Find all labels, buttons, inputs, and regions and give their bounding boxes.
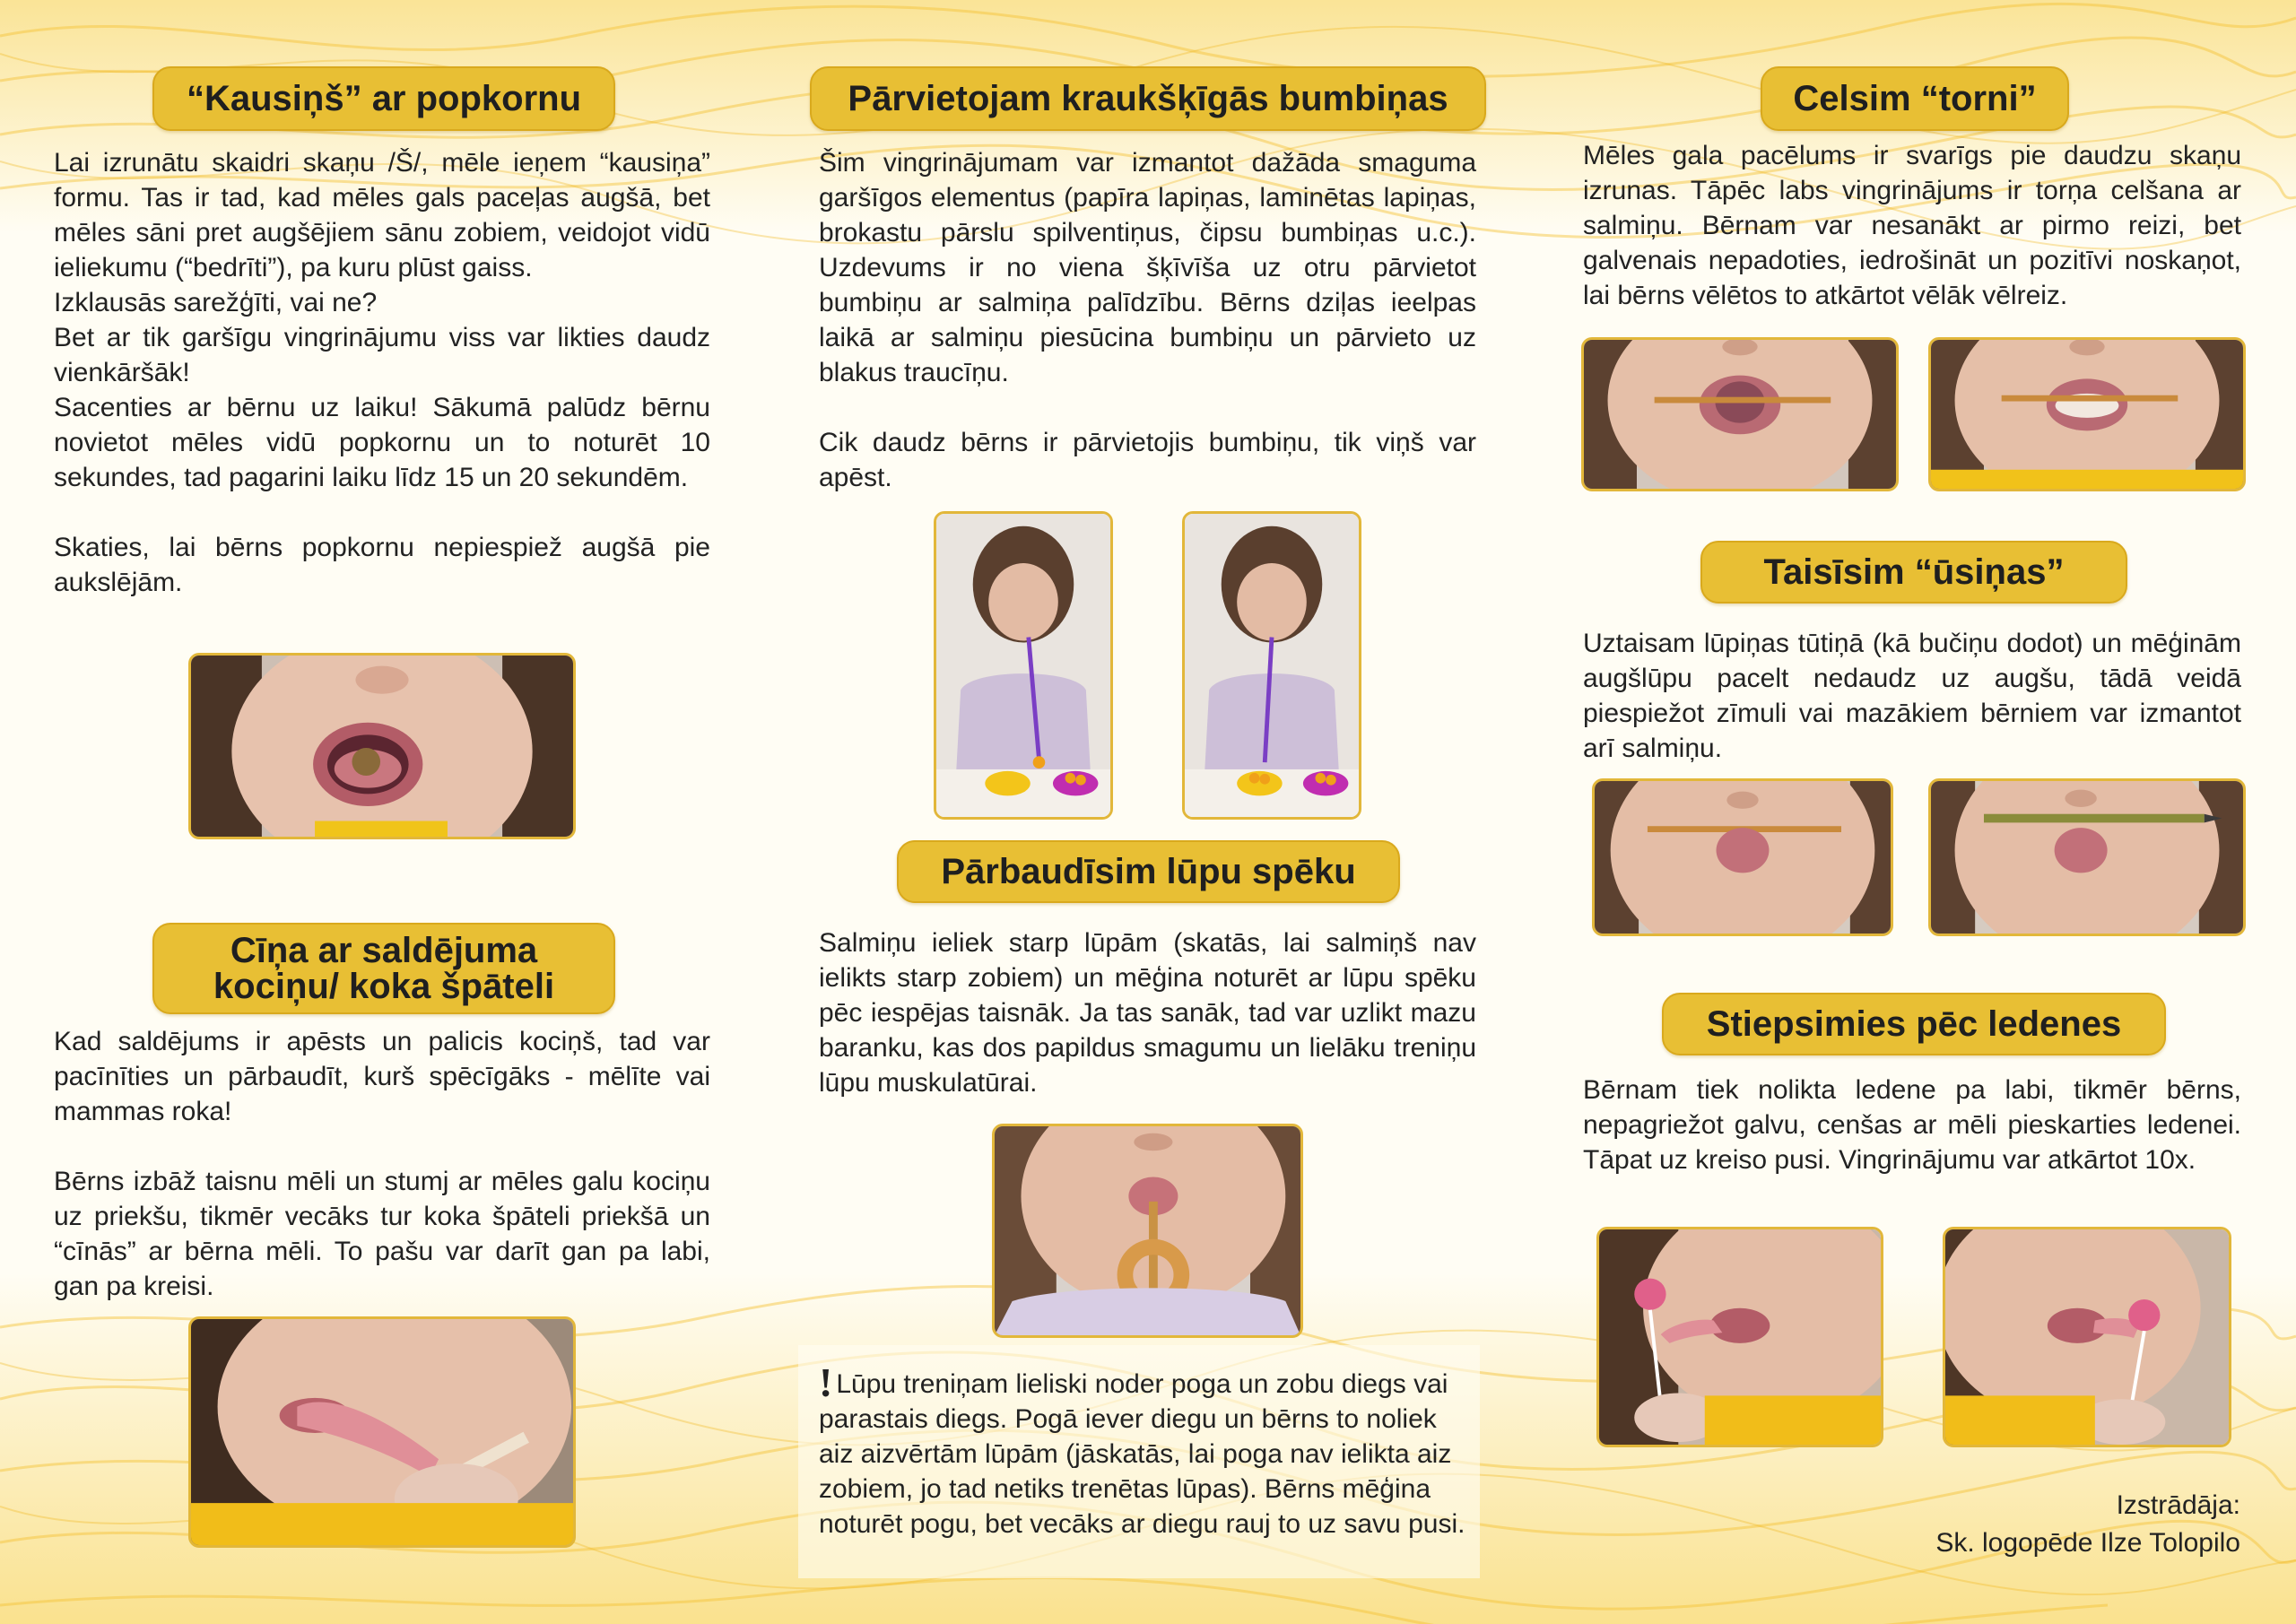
balls-line-1: Šim vingrinājumam var izmantot dažāda smaguma garšīgos elementus (papīra lapiņas, laminētas lapiņas, brokastu pārslu spilventiņus, čipsu bumbiņas u.c.). Uzdevums ir no viena šķīvīša uz otru pārvietot bumbiņu ar salmiņa palīdzību. Bērns dziļas ieelpas laikā ar salmiņu piesūcina bumbiņu un pārvieto uz blakus traucīņu. — [819, 148, 1476, 387]
popcorn-line-5: Skaties, lai bērns popkornu nepiespiež augšā pie aukslējām. — [54, 533, 710, 597]
icecream-line-2: Bērns izbāž taisnu mēli un stumj ar mēles galu kociņu uz priekšu, tikmēr vecāks tur koka špāteli priekšā un “cīnās” ar bērna mēli. To pašu var darīt gan pa labi, gan pa kreisi. — [54, 1167, 710, 1301]
lips-tip-note — [819, 1359, 1476, 1541]
balls-heading — [810, 66, 1486, 131]
popcorn-title: “Kausiņš” ar popkornu — [186, 79, 582, 118]
child-straw-bowls-photo-1 — [934, 511, 1113, 820]
icecream-line-1: Kad saldējums ir apēsts un palicis kociņš, tad var pacīnīties un pārbaudīt, kurš spēcīgāks - mēlīte vai mammas roka! — [54, 1027, 710, 1126]
popcorn-line-2: Izklausās sarežģīti, vai ne? — [54, 288, 378, 317]
credit-label: Izstrādāja: — [2116, 1490, 2240, 1520]
child-straw-bagel-photo — [992, 1124, 1303, 1338]
lips-tip-body: Lūpu treniņam lieliski noder poga un zobu diegs vai parastais diegs. Pogā iever diegu un bērns to noliek aiz aizvērtām lūpām (jāskatās, lai poga nav ielikta aiz zobiem, jo tad netiks trenētas lūpas). Bērns mēģina noturēt pogu, bet vecāks ar diegu rauj to uz savu pusi. — [819, 1369, 1465, 1539]
balls-line-2: Cik daudz bērns ir pārvietojis bumbiņu, tik viņš var apēst. — [819, 428, 1476, 492]
popcorn-line-1: Lai izrunātu skaidri skaņu /Š/, mēle ieņem “kausiņa” formu. Tas ir tad, kad mēles gals paceļas augšā, bet mēles sāni pret augšējiem sānu zobiem, veidojot vidū ieliekumu (“bedrīti”), pa kuru plūst gaiss. — [54, 148, 710, 282]
lips-line-1: Salmiņu ieliek starp lūpām (skatās, lai salmiņš nav ielikts starp zobiem) un mēģina noturēt ar lūpu spēku pēc iespējas taisnāk. Ja tas sanāk, tad var uzlikt mazu baranku, kas dos papildus smagumu un lielāku treniņu lūpu muskulatūrai. — [819, 928, 1476, 1098]
author-credit — [1785, 1487, 2240, 1562]
lollipop-title: Stiepsimies pēc ledenes — [1706, 1004, 2122, 1044]
lollipop-line-1: Bērnam tiek nolikta ledene pa labi, tikmēr bērns, nepagriežot galvu, cenšas ar mēli pieskarties ledenei. Tāpat uz kreiso pusi. Vingrinājumu var atkārtot 10x. — [1583, 1075, 2241, 1175]
child-straw-bowls-photo-2 — [1182, 511, 1361, 820]
tower-text — [1583, 138, 2241, 313]
child-pencil-mustache-photo — [1928, 778, 2246, 936]
tower-heading — [1761, 66, 2069, 131]
lollipop-text — [1583, 1073, 2241, 1177]
popcorn-heading — [152, 66, 615, 131]
balls-text — [819, 145, 1476, 495]
child-straw-tongue-photo-2 — [1928, 337, 2246, 491]
popcorn-text — [54, 145, 710, 600]
mustache-text — [1583, 626, 2241, 766]
icecream-title-line-2: kociņu/ koka špāteli — [213, 967, 555, 1006]
lollipop-heading — [1662, 993, 2166, 1055]
icecream-text — [54, 1024, 710, 1304]
exclamation-icon: ! — [819, 1359, 833, 1405]
tower-line-1: Mēles gala pacēlums ir svarīgs pie daudzu skaņu izrunas. Tāpēc labs vingrinājums ir torņa celšana ar salmiņu. Bērnam var nesanākt ar pirmo reizi, bet galvenais nepadoties, iedrošināt un pozitīvi noskaņot, lai bērns vēlētos to atkārtot vēlāk vēlreiz. — [1583, 141, 2241, 310]
mustache-title: Taisīsim “ūsiņas” — [1763, 552, 2065, 592]
lips-title: Pārbaudīsim lūpu spēku — [941, 852, 1356, 891]
mustache-heading — [1700, 541, 2127, 604]
child-popcorn-tongue-photo — [188, 653, 576, 839]
lips-text — [819, 925, 1476, 1100]
child-straw-mustache-photo — [1592, 778, 1893, 936]
lips-heading — [897, 840, 1400, 903]
popcorn-line-3: Bet ar tik garšīgu vingrinājumu viss var likties daudz vienkāršāk! — [54, 323, 710, 387]
child-lollipop-left-photo — [1596, 1227, 1883, 1447]
child-lollipop-right-photo — [1943, 1227, 2231, 1447]
tower-title: Celsim “torni” — [1793, 79, 2037, 118]
child-tongue-spatula-photo — [188, 1316, 576, 1548]
mustache-line-1: Uztaisam lūpiņas tūtiņā (kā bučiņu dodot) un mēģinām augšlūpu pacelt nedaudz uz augšu, tādā veidā piespiežot zīmuli vai mazākiem bērniem var izmantot arī salmiņu. — [1583, 629, 2241, 763]
lips-tip-text — [819, 1359, 1476, 1541]
popcorn-line-4: Sacenties ar bērnu uz laiku! Sākumā palūdz bērnu novietot mēles vidū popkornu un to noturēt 10 sekundes, tad pagarini laiku līdz 15 un 20 sekundēm. — [54, 393, 710, 492]
credit-author: Sk. logopēde Ilze Tolopilo — [1935, 1528, 2240, 1558]
icecream-title-line-1: Cīņa ar saldējuma — [230, 931, 538, 970]
icecream-heading — [152, 923, 615, 1014]
balls-title: Pārvietojam kraukšķīgās bumbiņas — [848, 79, 1448, 118]
child-straw-tongue-photo-1 — [1581, 337, 1899, 491]
